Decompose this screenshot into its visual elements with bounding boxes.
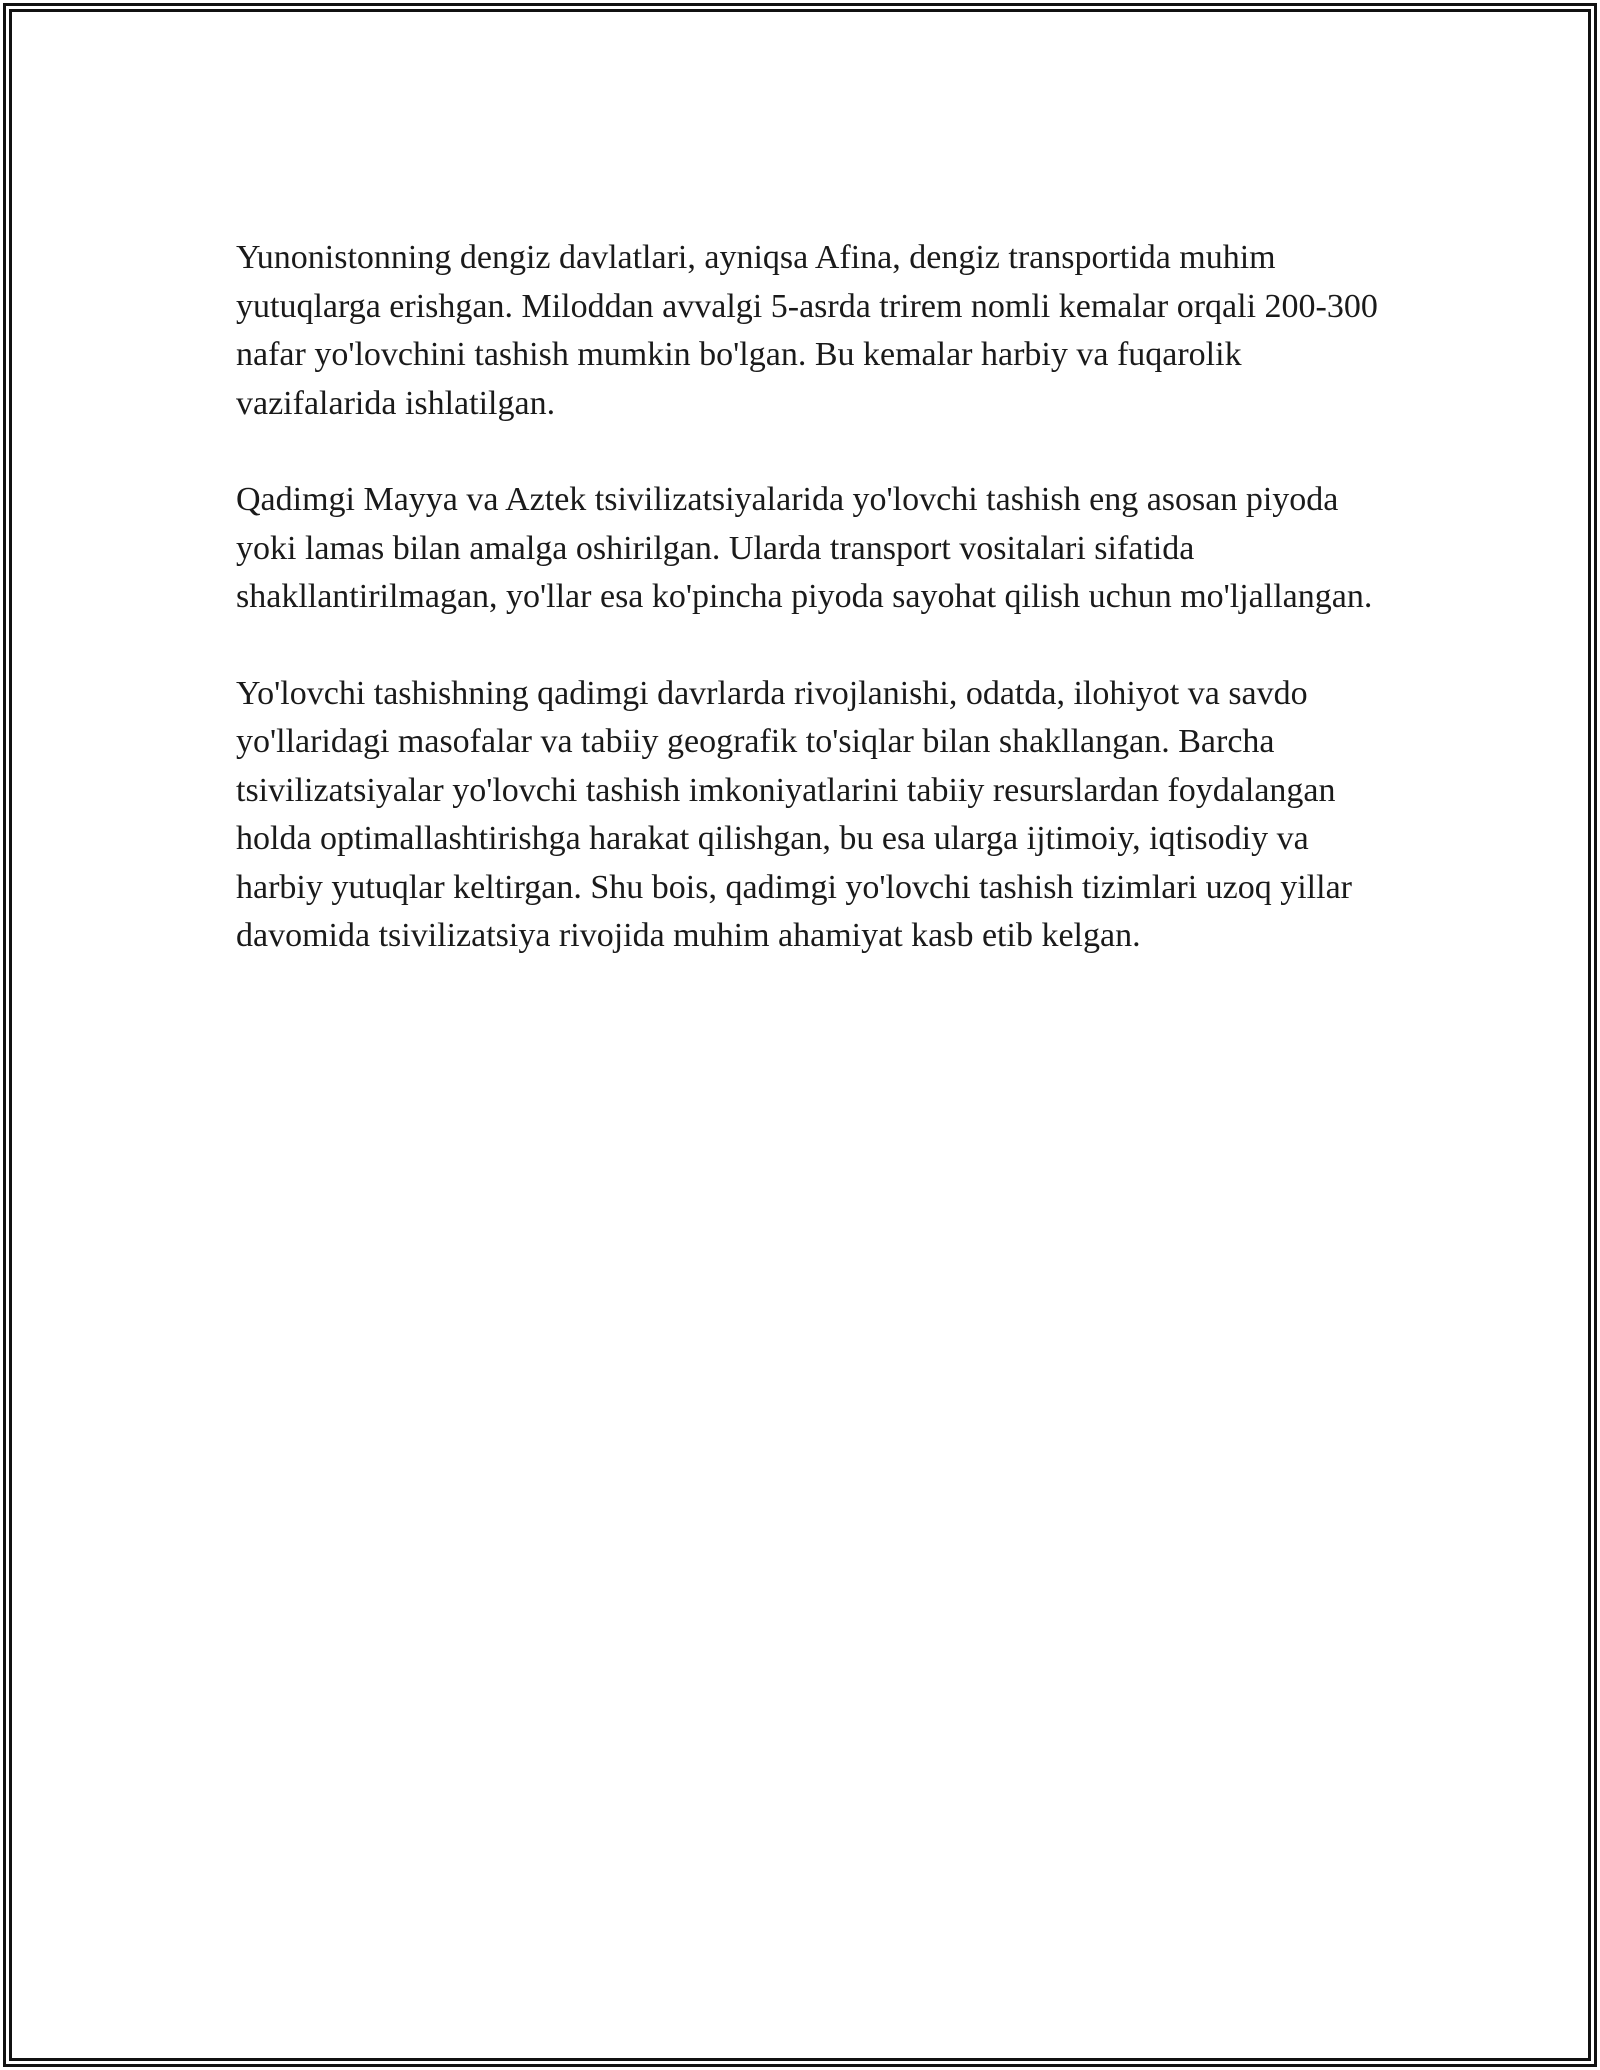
paragraph-ancient-transport-summary: Yo'lovchi tashishning qadimgi davrlarda rivojlanishi, odatda, ilohiyot va savdo yo'llaridagi masofalar va tabiiy geografik to'siqlar bilan shakllangan. Barcha tsivilizatsiyalar yo'lovchi tashish imkoniyatlarini tabiiy resurslardan foydalangan holda optimallashtirishga harakat qilishgan, bu esa ularga ijtimoiy, iqtisodiy va harbiy yutuqlar keltirgan. Shu bois, qadimgi yo'lovchi tashish tizimlari uzoq yillar davomida tsivilizatsiya rivojida muhim ahamiyat kasb etib kelgan. [236,674,1352,954]
paragraph-maya-aztec-transport: Qadimgi Mayya va Aztek tsivilizatsiyalarida yo'lovchi tashish eng asosan piyoda yoki lamas bilan amalga oshirilgan. Ularda transport vositalari sifatida shakllantirilmagan, yo'llar esa ko'pincha piyoda sayohat qilish uchun mo'ljallangan. [236,481,1373,615]
document-body [236,234,1396,1009]
paragraph-greek-sea-transport: Yunonistonning dengiz davlatlari, ayniqsa Afina, dengiz transportida muhim yutuqlarga erishgan. Miloddan avvalgi 5-asrda trirem nomli kemalar orqali 200-300 nafar yo'lovchini tashish mumkin bo'lgan. Bu kemalar harbiy va fuqarolik vazifalarida ishlatilgan. [236,239,1378,422]
